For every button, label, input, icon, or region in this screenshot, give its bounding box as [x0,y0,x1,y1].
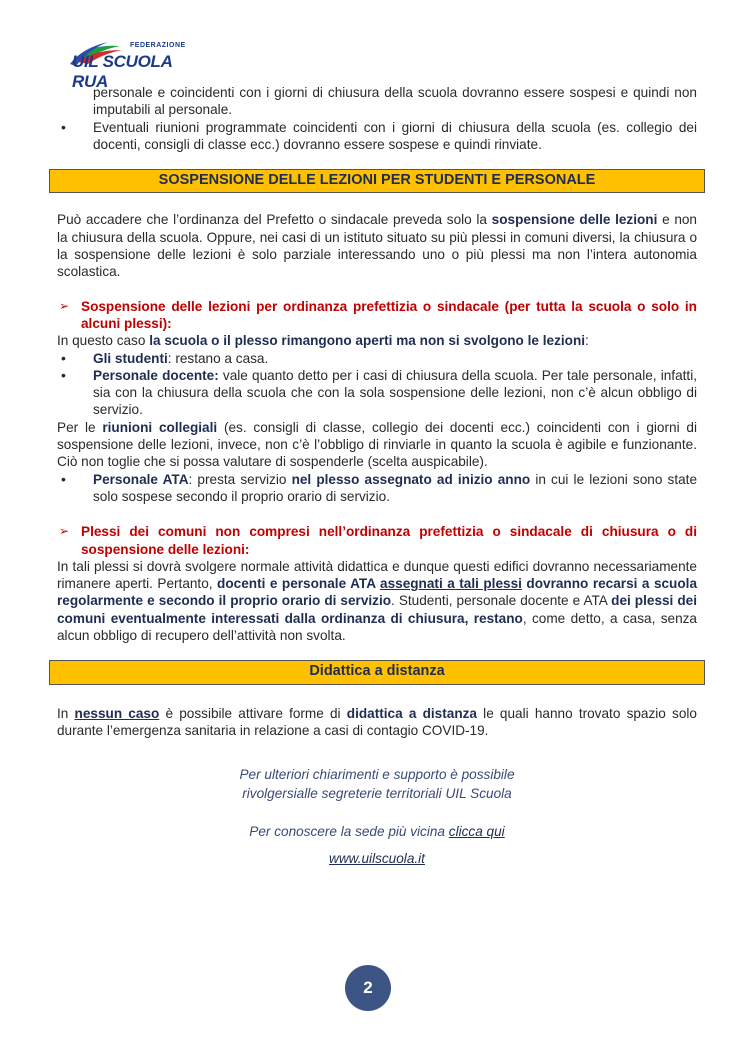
footer-note [57,765,697,868]
sub1-ata-list [57,471,697,506]
intro-continued-text: personale e coincidenti con i giorni di chiusura della scuola dovranno essere sospesi e quindi non imputabili al personale. [93,85,697,118]
website-link[interactable]: www.uilscuola.it [329,851,425,867]
clicca-qui-link[interactable]: clicca qui [448,824,505,840]
footer-line-1: Per ulteriori chiarimenti e supporto è possibile [239,767,515,783]
riunioni-collegiali-paragraph: Per le riunioni collegiali (es. consigli di classe, collegio dei docenti ecc.) coincidenti con i giorni di sospensione delle lezioni, invece, non c’è l’obbligo di rinviarle in quanto la scuola è agibile e funzionante. Ciò non toglie che si possa valutare di sospenderle (scelta auspicabile). [57,419,697,470]
sub1-intro-line: In questo caso la scuola o il plesso rimangono aperti ma non si svolgono le lezioni: [57,333,589,349]
footer-line-2: rivolgersialle segreterie territoriali UIL Scuola [242,786,512,802]
bullet-icon: • [61,118,66,135]
sub1-bullet-list [57,350,697,419]
section-banner-didattica: Didattica a distanza [49,660,705,684]
uil-scuola-logo [68,40,188,91]
section-banner-sospensione: SOSPENSIONE DELLE LEZIONI PER STUDENTI E PERSONALE [49,169,705,193]
subheading-plessi-non-compresi: ➢ Plessi dei comuni non compresi nell’ordinanza prefettizia o sindacale di chiusura o di sospensione delle lezioni: [59,524,697,557]
list-item: • Personale ATA: presta servizio nel plesso assegnato ad inizio anno in cui le lezioni sono state solo sospese secondo il proprio orario di servizio. [61,470,698,504]
list-item: • Eventuali riunioni programmate coincidenti con i giorni di chiusura della scuola (es. collegio dei docenti, consigli di classe ecc.) dovranno essere sospese e quindi rinviate. [61,118,697,152]
logo-name-text: UIL SCUOLA RUA [72,52,172,91]
sub2-paragraph: In tali plessi si dovrà svolgere normale attività didattica e dunque questi edifici dovranno necessariamente rimanere aperti. Pertanto, docenti e personale ATA assegnati a tali plessi dovranno recarsi a scuola regolarmente e secondo il proprio orario di servizio. Studenti, personale docente e ATA dei plessi dei comuni eventualmente interessati dalla ordinanza di chiusura, restano, come detto, a casa, senza alcun obbligo di recupero dell’attività non svolta. [57,558,698,644]
subheading-sospensione-ordinanza: ➢ Sospensione delle lezioni per ordinanza prefettizia o sindacale (per tutta la scuola o solo in alcuni plessi): [59,298,697,331]
footer-line-3: Per conoscere la sede più vicina clicca qui [249,824,505,840]
bullet-icon: • [61,349,66,366]
bullet-icon: • [61,366,66,383]
intro-bullet-list [57,119,697,154]
footer-line-4 [57,849,697,868]
list-item: • Gli studenti: restano a casa. [61,349,269,366]
arrow-bullet-icon: ➢ [59,524,70,539]
section1-paragraph: Può accadere che l’ordinanza del Prefetto o sindacale preveda solo la sospensione delle lezioni e non la chiusura della scuola. Oppure, nei casi di un istituto situato su più plessi in comuni diversi, la chiusura o la sospensione delle lezioni è solo parziale interessando uno o più plessi ma non l’intera autonomia scolastica. [57,212,697,280]
logo-federazione-text: FEDERAZIONE [130,42,186,49]
page-number-badge: 2 [345,965,391,1011]
arrow-bullet-icon: ➢ [59,298,70,313]
bullet-icon: • [61,470,66,487]
section2-paragraph: In nessun caso è possibile attivare forme di didattica a distanza le quali hanno trovato spazio solo durante l’emergenza sanitaria in relazione a casi di contagio COVID-19. [57,705,697,738]
page-content [57,84,697,868]
list-item: • Personale docente: vale quanto detto per i casi di chiusura della scuola. Per tale personale, infatti, sia con la chiusura della scuola che con la sola sospensione delle lezioni, non c’è alcun obbligo di servizio. [61,366,697,418]
